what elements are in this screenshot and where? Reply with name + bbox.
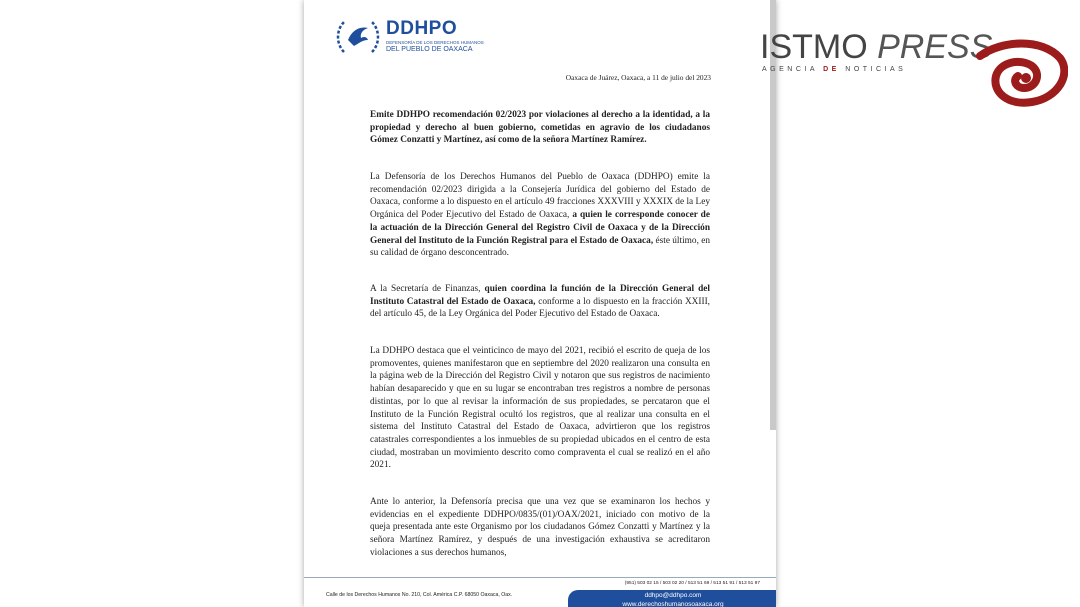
document-page [304,0,776,607]
paragraph-2 [370,283,710,321]
footer-phones: (951) 503 02 15 / 503 02 20 / 513 51 69 / 513 51 91 / 513 51 97 [624,581,760,586]
paragraph-2-part-b: quien coordina la función de la Dirección General del Instituto Catastral del Estado de Oaxaca, [370,284,711,307]
istmo-press-watermark [760,28,1070,108]
footer-contact-band [568,590,776,607]
letter-date: Oaxaca de Juárez, Oaxaca, a 11 de julio del 2023 [565,73,711,82]
watermark-brand [760,28,992,67]
paragraph-2-part-c: conforme a lo dispuesto en la fracción XXIII, del artículo 45, de la Ley Orgánica del Poder Ejecutivo del Estado de Oaxaca. [370,296,710,320]
footer-divider [304,577,776,578]
letter-title: Emite DDHPO recomendación 02/2023 por violaciones al derecho a la identidad, a la propiedad y derecho al buen gobierno, cometidas en agravio de los ciudadanos Gómez Conzatti y Martínez, así como de la señora Martínez Ramírez. [370,110,710,146]
dove-wreath-icon [334,16,382,58]
watermark-tagline-pre: AGENCIA [762,66,818,73]
paragraph-2-part-a: A la Secretaría de Finanzas, [370,284,481,294]
footer-address: Calle de los Derechos Humanos No. 210, Col. América C.P. 68050 Oaxaca, Oax. [326,592,513,598]
paragraph-1-part-c: éste último, en su calidad de órgano desconcentrado. [370,235,710,259]
watermark-brand-italic: PRESS [877,28,993,66]
logo-title: DDHPO [386,18,458,39]
paragraph-1-part-b: a quien le corresponde conocer de la actuación de la Dirección General del Registro Civil de Oaxaca y de la Dirección General del Instituto de la Función Registral para el Estado de Oaxaca, [370,210,710,246]
watermark-tagline [762,66,906,73]
paragraph-4: Ante lo anterior, la Defensoría precisa que una vez que se examinaron los hechos y evidencias en el expediente DDHPO/0835/(01)/OAX/2021, iniciado con motivo de la queja presentada ante este Organismo por los ciudadanos Gómez Conzatti y Martínez y la señora Martínez Ramírez, y después de una investigación exhaustiva se acreditaron violaciones a sus derechos humanos, [370,497,710,558]
watermark-tagline-de: DE [823,66,840,73]
paragraph-3: La DDHPO destaca que el veinticinco de mayo del 2021, recibió el escrito de queja de los promoventes, quienes manifestaron que en septiembre del 2020 realizaron una consulta en la página web de la Dirección del Registro Civil y notaron que sus registros de nacimiento habían desaparecido y que en su lugar se encontraban tres registros a nombre de personas distintas, por lo que al revisar la información de sus propiedades, se percataron que el Instituto de la Función Registral ocultó los registros, que al realizar una consulta en el sistema del Instituto Catastral del Estado de Oaxaca, advirtieron que los registros catastrales correspondientes a los inmuebles de su propiedad ubicados en el centro de esta ciudad, mostraban un movimiento descrito como compraventa el cual se realizó en el año 2021. [370,346,710,471]
logo-small-caption: DEFENSORÍA DE LOS DERECHOS HUMANOS [386,40,484,45]
left-background [0,0,304,607]
paragraph-1-part-a: La Defensoría de los Derechos Humanos del Pueblo de Oaxaca (DDHPO) emite la recomendación 02/2023 dirigida a la Consejería Jurídica del gobierno del Estado de Oaxaca, conforme a lo dispuesto en el artículo 49 fracciones XXXVIII y XXXIX de la Ley Orgánica del Poder Ejecutivo del Estado de Oaxaca, [370,172,710,221]
watermark-tagline-post: NOTICIAS [845,66,907,73]
swirl-logo-icon [972,36,1068,108]
footer-email: ddhpo@ddhpo.com [644,592,702,599]
logo-subtitle: DEL PUEBLO DE OAXACA [386,46,473,53]
footer-website: www.derechoshumanosoaxaca.org [622,601,724,607]
paragraph-1 [370,171,710,260]
ddhpo-logo [334,16,484,58]
watermark-brand-bold: ISTMO [760,28,868,66]
